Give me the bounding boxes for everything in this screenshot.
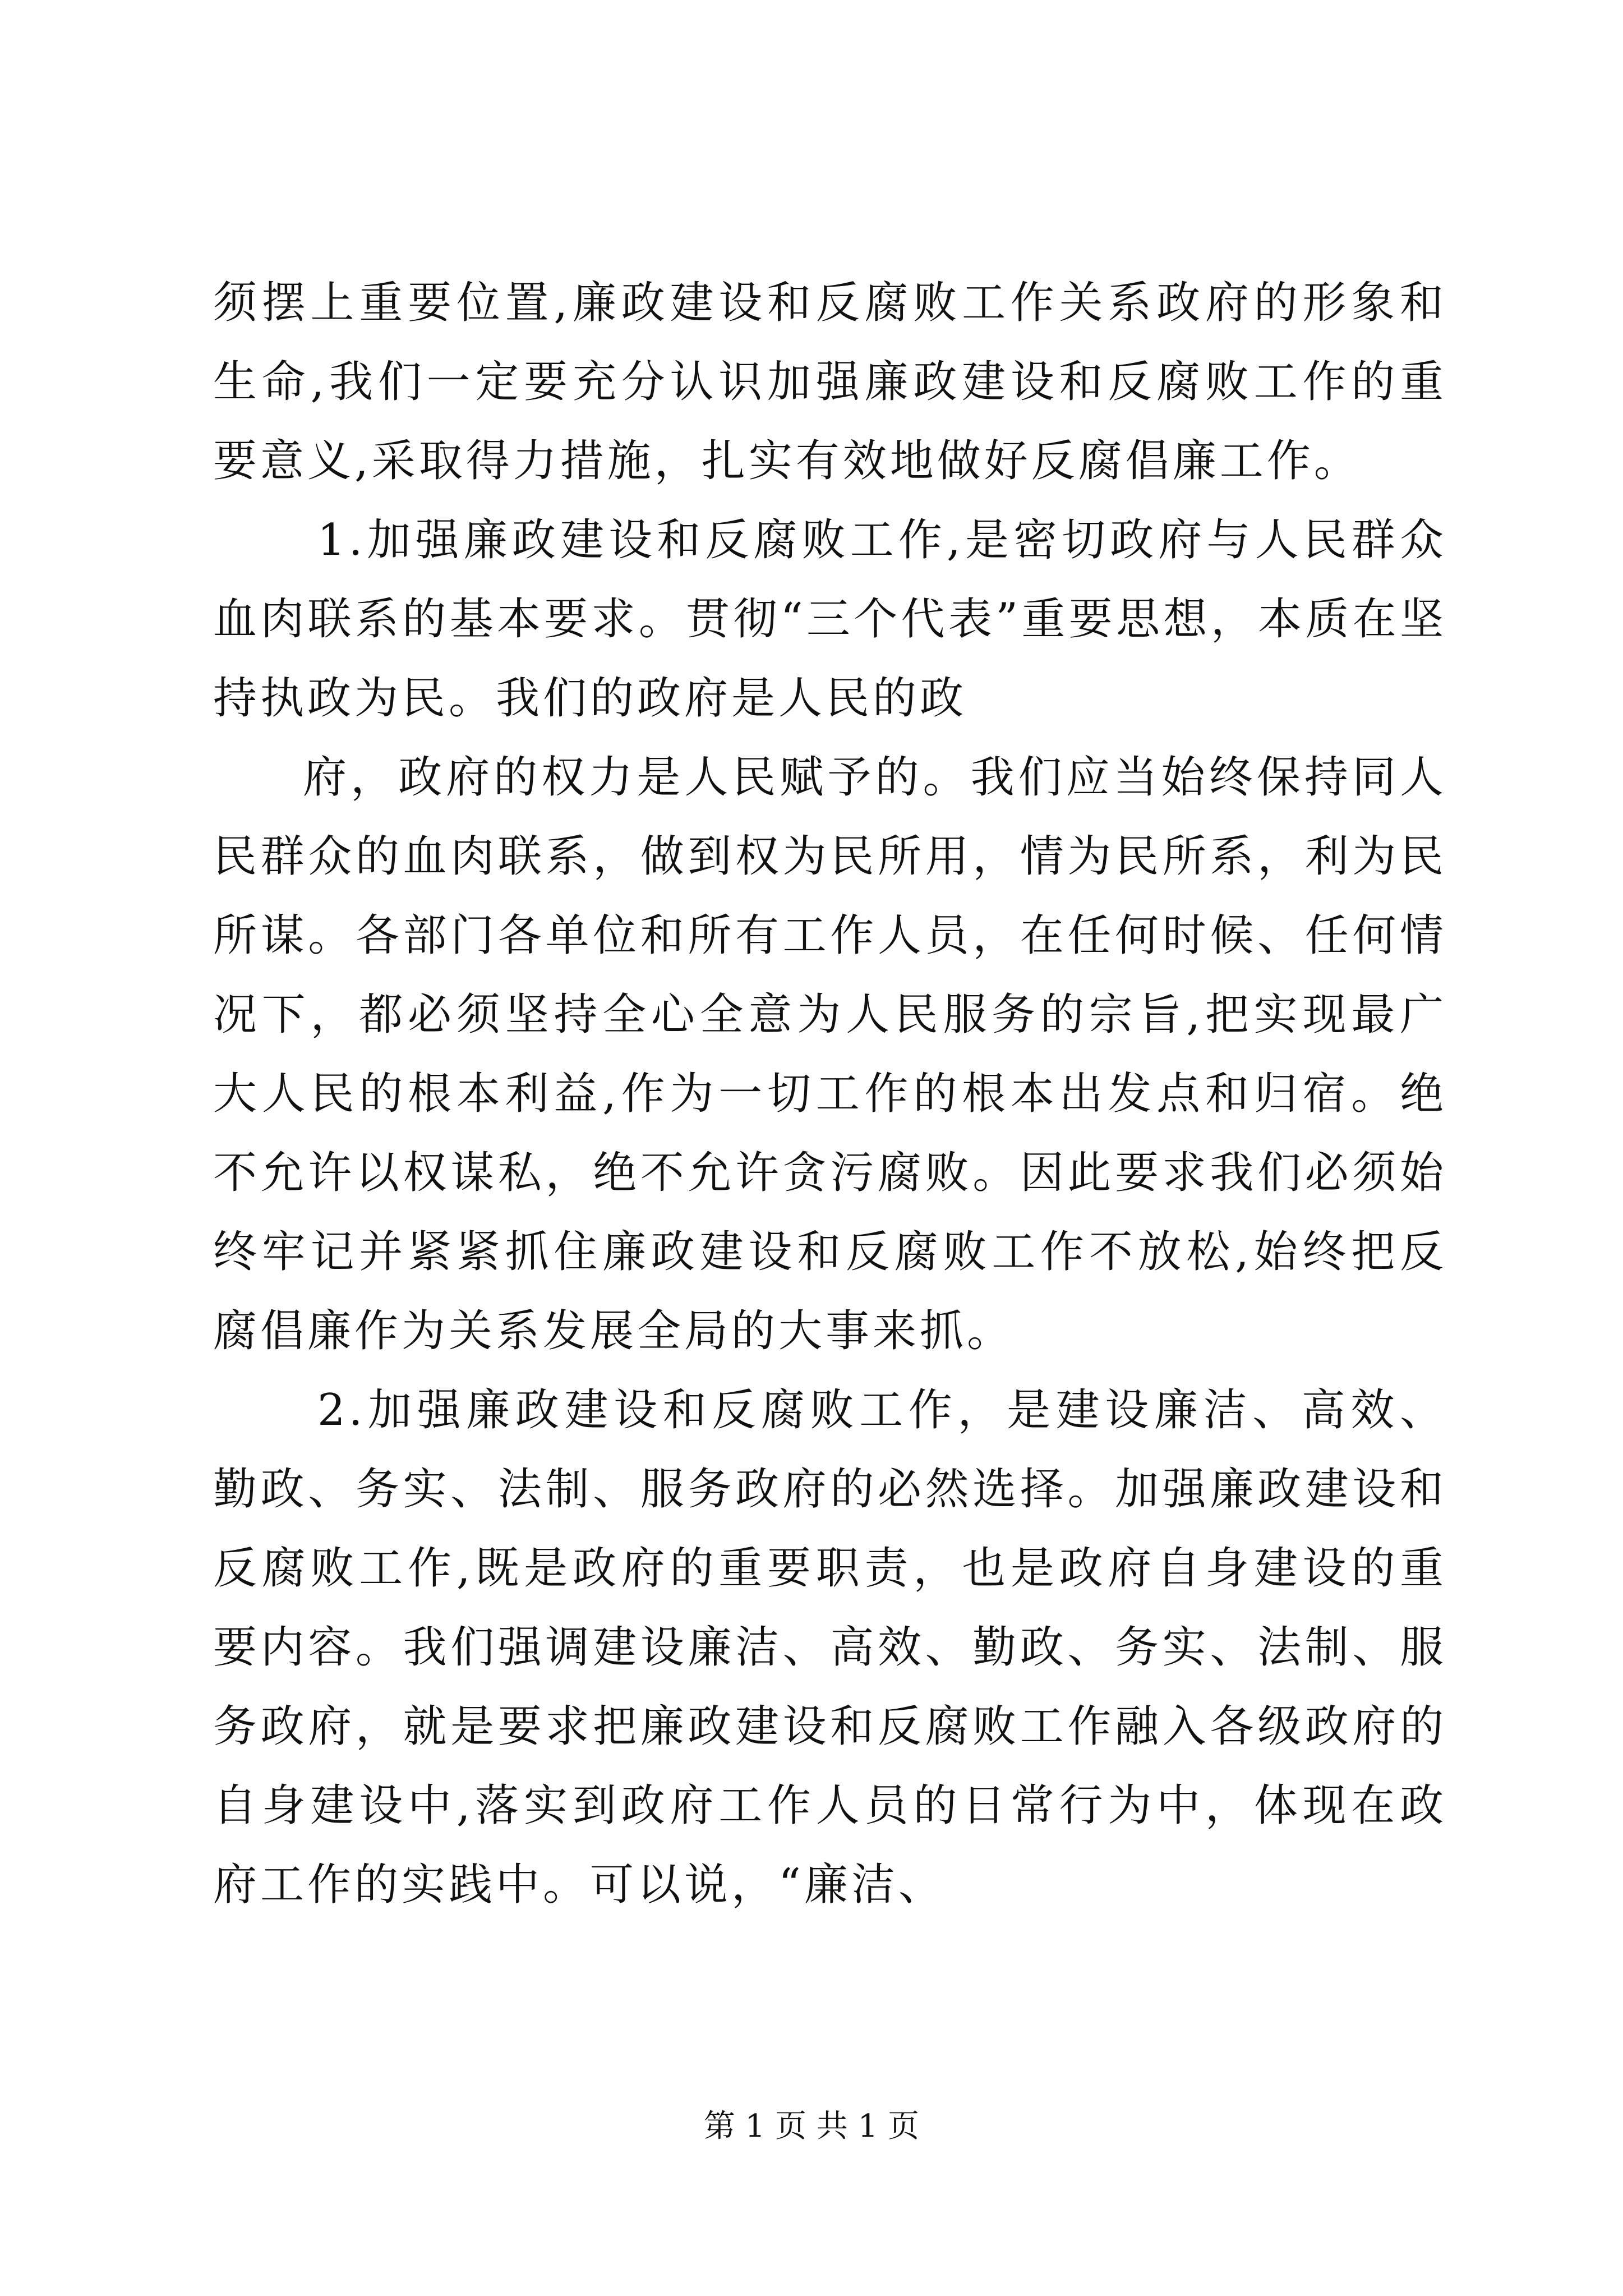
document-body bbox=[213, 264, 1447, 1925]
paragraph-point-1-continued: 府，政府的权力是人民赋予的。我们应当始终保持同人民群众的血肉联系，做到权为民所用，情为民所系，利为民所谋。各部门各单位和所有工作人员，在任何时候、任何情况下，都必须坚持全心全意为人民服务的宗旨,把实现最广大人民的根本利益,作为一切工作的根本出发点和归宿。绝不允许以权谋私，绝不允许贪污腐败。因此要求我们必须始终牢记并紧紧抓住廉政建设和反腐败工作不放松,始终把反腐倡廉作为关系发展全局的大事来抓。 bbox=[213, 752, 1447, 1356]
paragraph-point-2: 2.加强廉政建设和反腐败工作，是建设廉洁、高效、勤政、务实、法制、服务政府的必然选择。加强廉政建设和反腐败工作,既是政府的重要职责，也是政府自身建设的重要内容。我们强调建设廉洁、高效、勤政、务实、法制、服务政府，就是要求把廉政建设和反腐败工作融入各级政府的自身建设中,落实到政府工作人员的日常行为中，体现在政府工作的实践中。可以说，“廉洁、 bbox=[213, 1385, 1447, 1910]
paragraph-point-1: 1.加强廉政建设和反腐败工作,是密切政府与人民群众血肉联系的基本要求。贯彻“三个代表”重要思想，本质在坚持执政为民。我们的政府是人民的政 bbox=[213, 515, 1447, 724]
page-number-footer: 第 1 页 共 1 页 bbox=[703, 2108, 920, 2145]
paragraph-continuation: 须摆上重要位置,廉政建设和反腐败工作关系政府的形象和生命,我们一定要充分认识加强廉政建设和反腐败工作的重要意义,采取得力措施，扎实有效地做好反腐倡廉工作。 bbox=[213, 278, 1447, 486]
